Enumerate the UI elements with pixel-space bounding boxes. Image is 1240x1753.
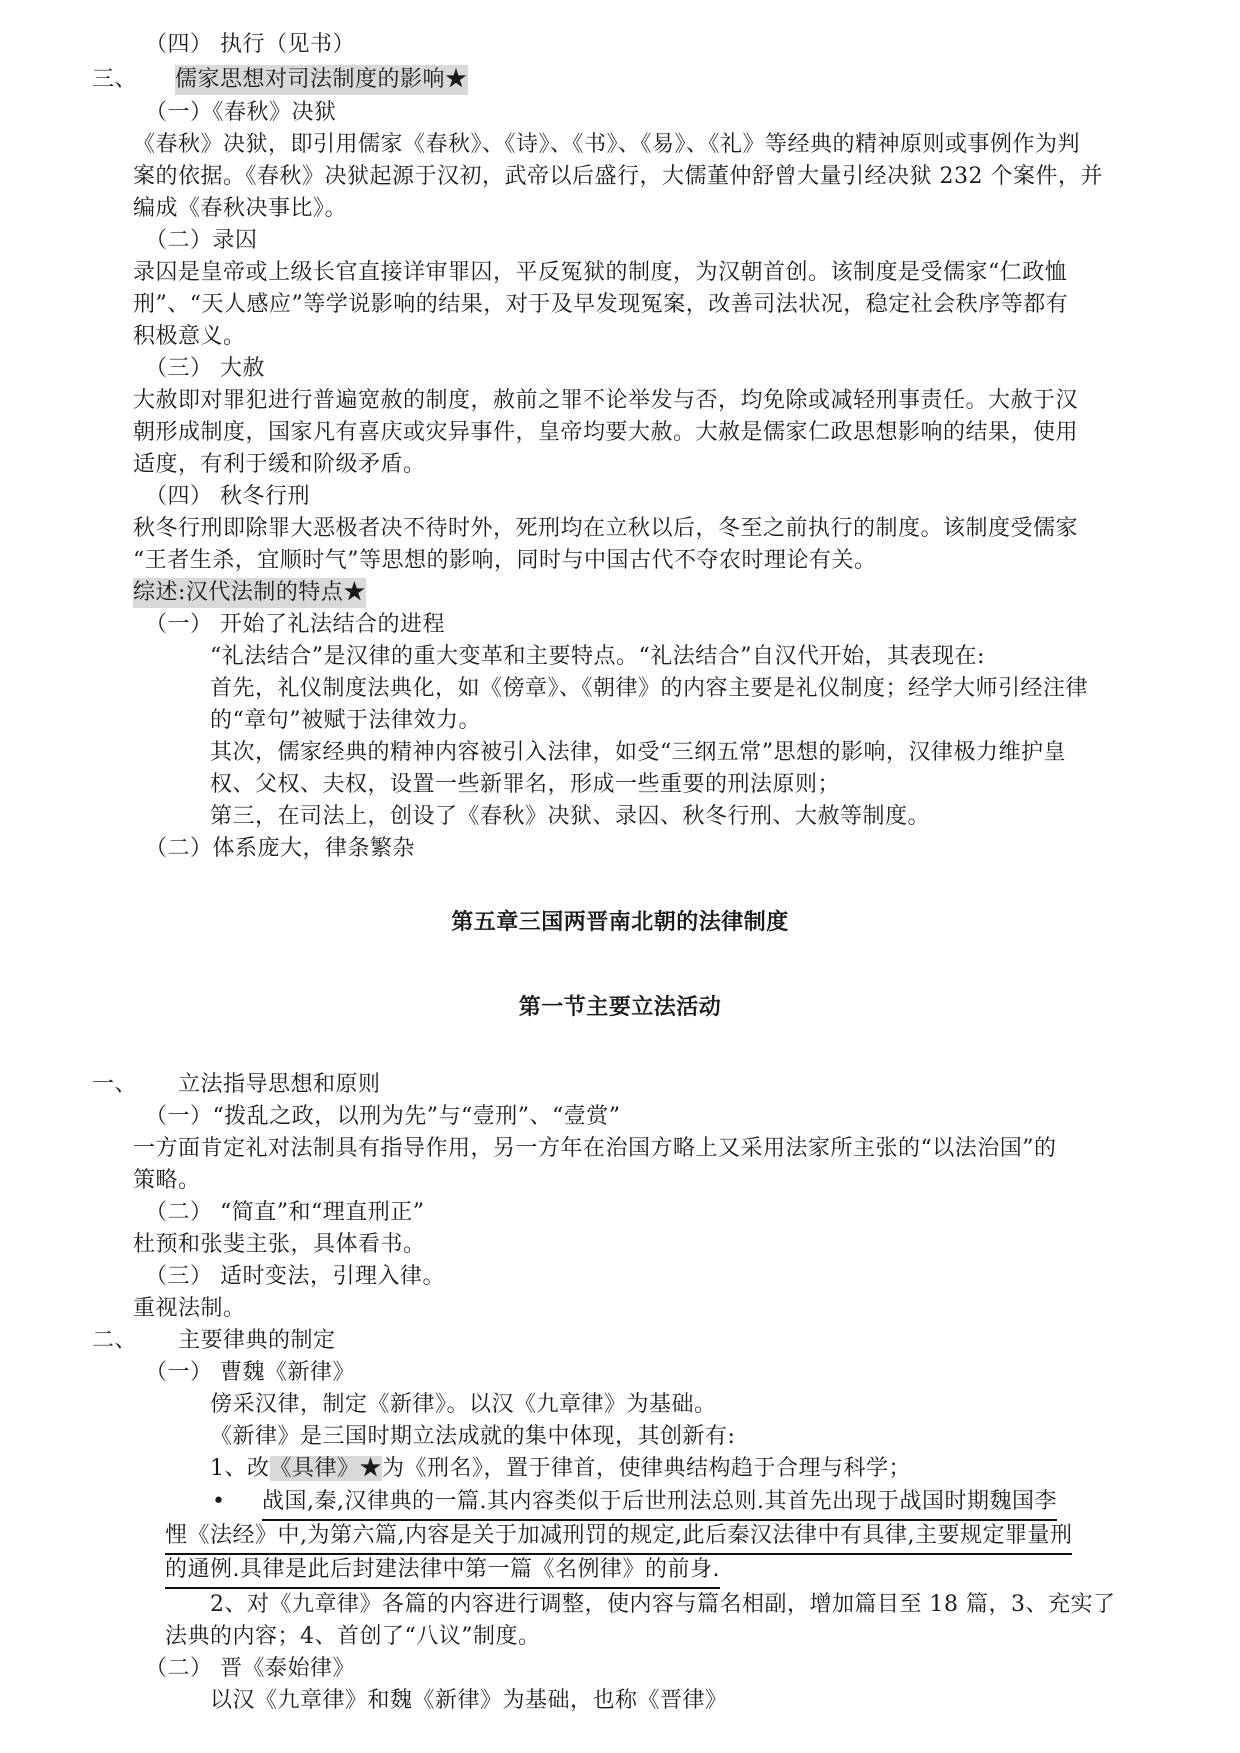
paragraph-line: 以汉《九章律》和魏《新律》为基础，也称《晋律》 xyxy=(210,1688,728,1713)
subsection-heading: （一） 开始了礼法结合的进程 xyxy=(145,612,445,637)
subsection-heading: （三） 大赦 xyxy=(145,356,265,381)
list-item-text: 为《刑名》，置于律首，使律典结构趋于合理与科学； xyxy=(382,1456,912,1481)
subsection-heading: （二）体系庞大，律条繁杂 xyxy=(145,836,416,861)
paragraph-line: 录囚是皇帝或上级长官直接详审罪囚，平反冤狱的制度，为汉朝首创。该制度是受儒家“仁政恤 xyxy=(133,260,1068,285)
subsection-heading: （三） 适时变法，引理入律。 xyxy=(145,1264,445,1289)
section-heading-highlighted: 儒家思想对司法制度的影响★ xyxy=(175,65,468,95)
paragraph-line: 案的依据。《春秋》决狱起源于汉初，武帝以后盛行，大儒董仲舒曾大量引经决狱 232 个案件，并 xyxy=(133,164,1103,189)
paragraph-line: 适度，有利于缓和阶级矛盾。 xyxy=(133,452,426,477)
section-heading: 主要律典的制定 xyxy=(178,1328,336,1353)
paragraph-line: 傍采汉律，制定《新律》。以汉《九章律》为基础。 xyxy=(210,1392,717,1417)
subsection-heading: （二） “简直”和“理直刑正” xyxy=(145,1200,425,1225)
paragraph-line: 法典的内容；4、首创了“八议”制度。 xyxy=(165,1624,541,1649)
list-item xyxy=(210,1454,911,1484)
annotation-note-line: 的通例.具律是此后封建法律中第一篇《名例律》的前身. xyxy=(165,1555,720,1589)
subsection-heading: （四） 秋冬行刑 xyxy=(145,484,310,509)
highlighted-term: 《具律》★ xyxy=(269,1456,383,1481)
paragraph-line: 刑”、“天人感应”等学说影响的结果，对于及早发现冤案，改善司法状况，稳定社会秩序等都有 xyxy=(133,292,1069,317)
paragraph-line: 其次，儒家经典的精神内容被引入法律，如受“三纲五常”思想的影响，汉律极力维护皇 xyxy=(210,740,1066,765)
paragraph-line: 的“章句”被赋于法律效力。 xyxy=(210,708,481,733)
paragraph-line: 重视法制。 xyxy=(133,1296,246,1321)
paragraph-line: 《新律》是三国时期立法成就的集中体现，其创新有: xyxy=(210,1424,736,1449)
subsection-heading: （一） 曹魏《新律》 xyxy=(145,1360,355,1385)
paragraph-line: 第三，在司法上，创设了《春秋》决狱、录囚、秋冬行刑、大赦等制度。 xyxy=(210,804,931,829)
paragraph-line: 一方面肯定礼对法制具有指导作用，另一方年在治国方略上又采用法家所主张的“以法治国”的 xyxy=(133,1136,1057,1161)
paragraph-line: 首先，礼仪制度法典化，如《傍章》、《朝律》的内容主要是礼仪制度；经学大师引经注律 xyxy=(210,676,1089,701)
section-number: 二、 xyxy=(92,1328,138,1353)
paragraph-line: 秋冬行刑即除罪大恶极者决不待时外，死刑均在立秋以后，冬至之前执行的制度。该制度受儒家 xyxy=(133,516,1079,541)
paragraph-line: 朝形成制度，国家凡有喜庆或灾异事件，皇帝均要大赦。大赦是儒家仁政思想影响的结果，使用 xyxy=(133,420,1079,445)
paragraph-line: 编成《春秋决事比》。 xyxy=(133,196,348,221)
paragraph-line: “礼法结合”是汉律的重大变革和主要特点。“礼法结合”自汉代开始，其表现在: xyxy=(210,644,985,669)
chapter-title: 第五章三国两晋南北朝的法律制度 xyxy=(451,910,789,935)
paragraph-line: “王者生杀，宜顺时气”等思想的影响，同时与中国古代不夺农时理论有关。 xyxy=(133,548,877,573)
subsection-heading: （四） 执行（见书） xyxy=(145,32,355,57)
section-number: 三、 xyxy=(92,67,138,92)
paragraph-line: 杜预和张斐主张，具体看书。 xyxy=(133,1232,426,1257)
subsection-heading: （一）“拨乱之政，以刑为先”与“壹刑”、“壹赏” xyxy=(145,1104,621,1129)
summary-heading-highlighted: 综述:汉代法制的特点★ xyxy=(133,578,366,608)
paragraph-line: 大赦即对罪犯进行普遍宽赦的制度，赦前之罪不论举发与否，均免除或减轻刑事责任。大赦于汉 xyxy=(133,388,1079,413)
paragraph-line: 积极意义。 xyxy=(133,324,246,349)
subsection-heading: （二）录囚 xyxy=(145,228,258,253)
section-number: 一、 xyxy=(92,1072,138,1097)
subsection-heading: （一）《春秋》决狱 xyxy=(145,100,337,125)
annotation-note-line: 悝《法经》中,为第六篇,内容是关于加减刑罚的规定,此后秦汉法律中有具律,主要规定罪量刑 xyxy=(165,1521,1072,1555)
paragraph-line: 《春秋》决狱，即引用儒家《春秋》、《诗》、《书》、《易》、《礼》等经典的精神原则或事例作为判 xyxy=(133,132,1081,157)
subsection-heading: （二） 晋《泰始律》 xyxy=(145,1656,355,1681)
paragraph-line: 权、父权、夫权，设置一些新罪名，形成一些重要的刑法原则； xyxy=(210,772,841,797)
paragraph-line: 策略。 xyxy=(133,1168,201,1193)
list-item-number: 1、改 xyxy=(210,1456,270,1481)
section-heading: 立法指导思想和原则 xyxy=(178,1072,381,1097)
section-title: 第一节主要立法活动 xyxy=(518,995,722,1020)
bullet-icon: • xyxy=(212,1489,226,1514)
paragraph-line: 2、对《九章律》各篇的内容进行调整，使内容与篇名相副，增加篇目至 18 篇，3、充实了 xyxy=(210,1592,1116,1617)
annotation-note-line: 战国,秦,汉律典的一篇.其内容类似于后世刑法总则.其首先出现于战国时期魏国李 xyxy=(262,1487,1057,1521)
